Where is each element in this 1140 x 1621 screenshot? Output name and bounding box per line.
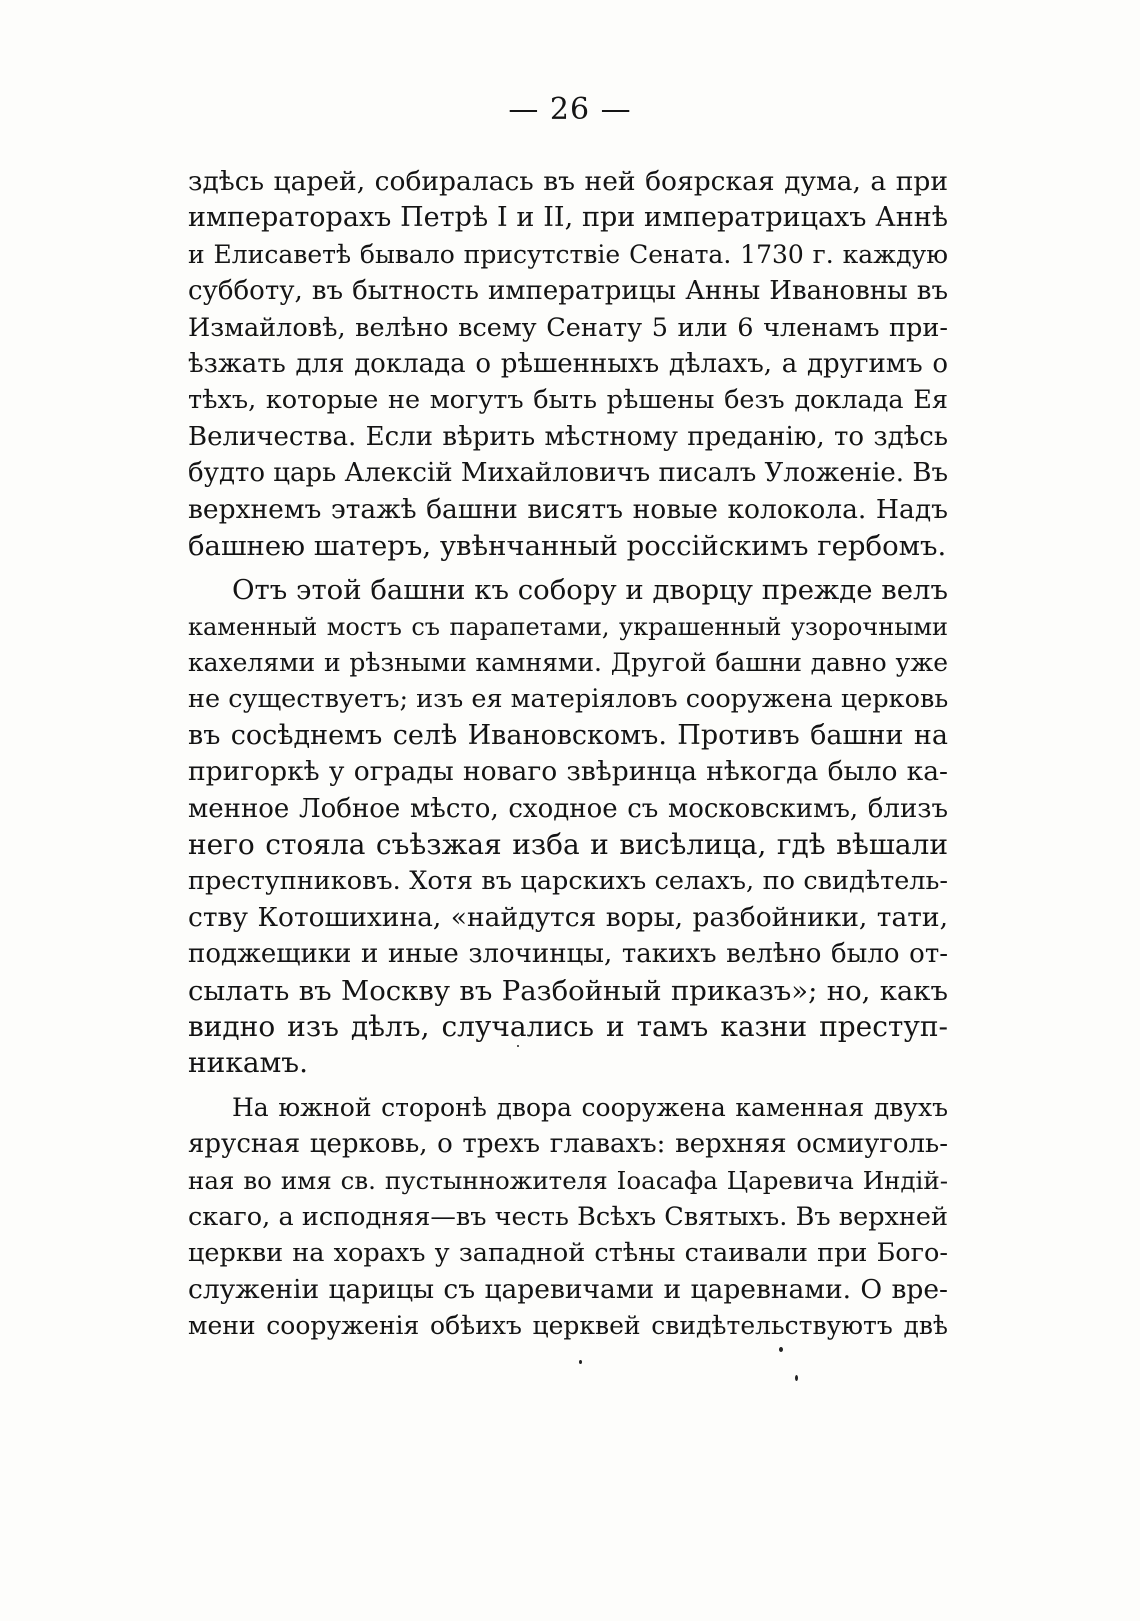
text-line: будто царь Алексій Михайловичъ писалъ Уложеніе. Въ — [188, 458, 948, 489]
text-line: башнею шатеръ, увѣнчанный россійскимъ гербомъ. — [188, 529, 947, 562]
text-line: Измайловѣ, велѣно всему Сенату 5 или 6 членамъ при- — [188, 312, 948, 343]
text-line: ярусная церковь, о трехъ главахъ: верхняя осмиуголь- — [188, 1129, 948, 1160]
text-line: кахелями и рѣзными камнями. Другой башни давно уже — [188, 648, 948, 678]
text-line: верхнемъ этажѣ башни висятъ новые колокола. Надъ — [188, 493, 948, 525]
text-line: сылать въ Москву въ Разбойный приказъ»; но, какъ — [188, 974, 948, 1007]
text-line: Отъ этой башни къ собору и дворцу прежде велъ — [232, 574, 948, 607]
text-line: мени сооруженія обѣихъ церквей свидѣтельствуютъ двѣ — [188, 1311, 948, 1341]
text-line: и Елисаветѣ бывало присутствіе Сената. 1730 г. каждую — [188, 239, 948, 269]
text-line: поджещики и иные злочинцы, такихъ велѣно было от- — [188, 939, 948, 970]
text-line: пригоркѣ у ограды новаго звѣринца нѣкогда было ка- — [188, 756, 948, 788]
text-line: преступниковъ. Хотя въ царскихъ селахъ, по свидѣтель- — [188, 866, 948, 897]
text-line: субботу, въ бытность императрицы Анны Ивановны въ — [188, 276, 948, 307]
text-line: никамъ. — [188, 1046, 309, 1080]
text-line: него стояла съѣзжая изба и висѣлица, гдѣ вѣшали — [188, 828, 948, 862]
text-line: видно изъ дѣлъ, случались и тамъ казни преступ- — [188, 1009, 948, 1043]
text-line: скаго, а исподняя—въ честь Всѣхъ Святыхъ. Въ верхней — [188, 1201, 948, 1232]
text-line: каменный мостъ съ парапетами, украшенный узорочными — [188, 612, 948, 641]
text-line: Величества. Если вѣрить мѣстному преданію, то здѣсь — [188, 421, 948, 452]
text-line: въ сосѣднемъ селѣ Ивановскомъ. Противъ башни на — [188, 719, 948, 751]
text-line: менное Лобное мѣсто, сходное съ московскимъ, близъ — [188, 793, 948, 824]
text-line: тѣхъ, которые не могутъ быть рѣшены безъ доклада Ея — [188, 385, 948, 416]
scan-speck — [779, 1347, 783, 1352]
text-line: императорахъ Петрѣ I и II, при императрицахъ Аннѣ — [188, 202, 948, 234]
text-line: ству Котошихина, «найдутся воры, разбойники, тати, — [188, 901, 948, 933]
text-line: церкви на хорахъ у западной стѣны стаивали при Бого- — [188, 1238, 948, 1269]
scan-speck — [795, 1375, 798, 1381]
text-line: ѣзжать для доклада о рѣшенныхъ дѣлахъ, а другимъ о — [188, 348, 948, 379]
text-line: служеніи царицы съ царевичами и царевнами. О вре- — [188, 1273, 948, 1305]
scan-speck — [517, 1045, 519, 1047]
scan-speck — [579, 1360, 582, 1364]
body-text — [188, 164, 948, 1345]
text-line: здѣсь царей, собиралась въ ней боярская дума, а при — [188, 166, 948, 197]
text-line: На южной сторонѣ двора сооружена каменная двухъ — [232, 1092, 948, 1122]
text-line: ная во имя св. пустынножителя Іоасафа Царевича Индій- — [188, 1165, 948, 1195]
page-number: — 26 — — [508, 92, 632, 127]
text-line: не существуетъ; изъ ея матеріяловъ сооружена церковь — [188, 684, 949, 715]
